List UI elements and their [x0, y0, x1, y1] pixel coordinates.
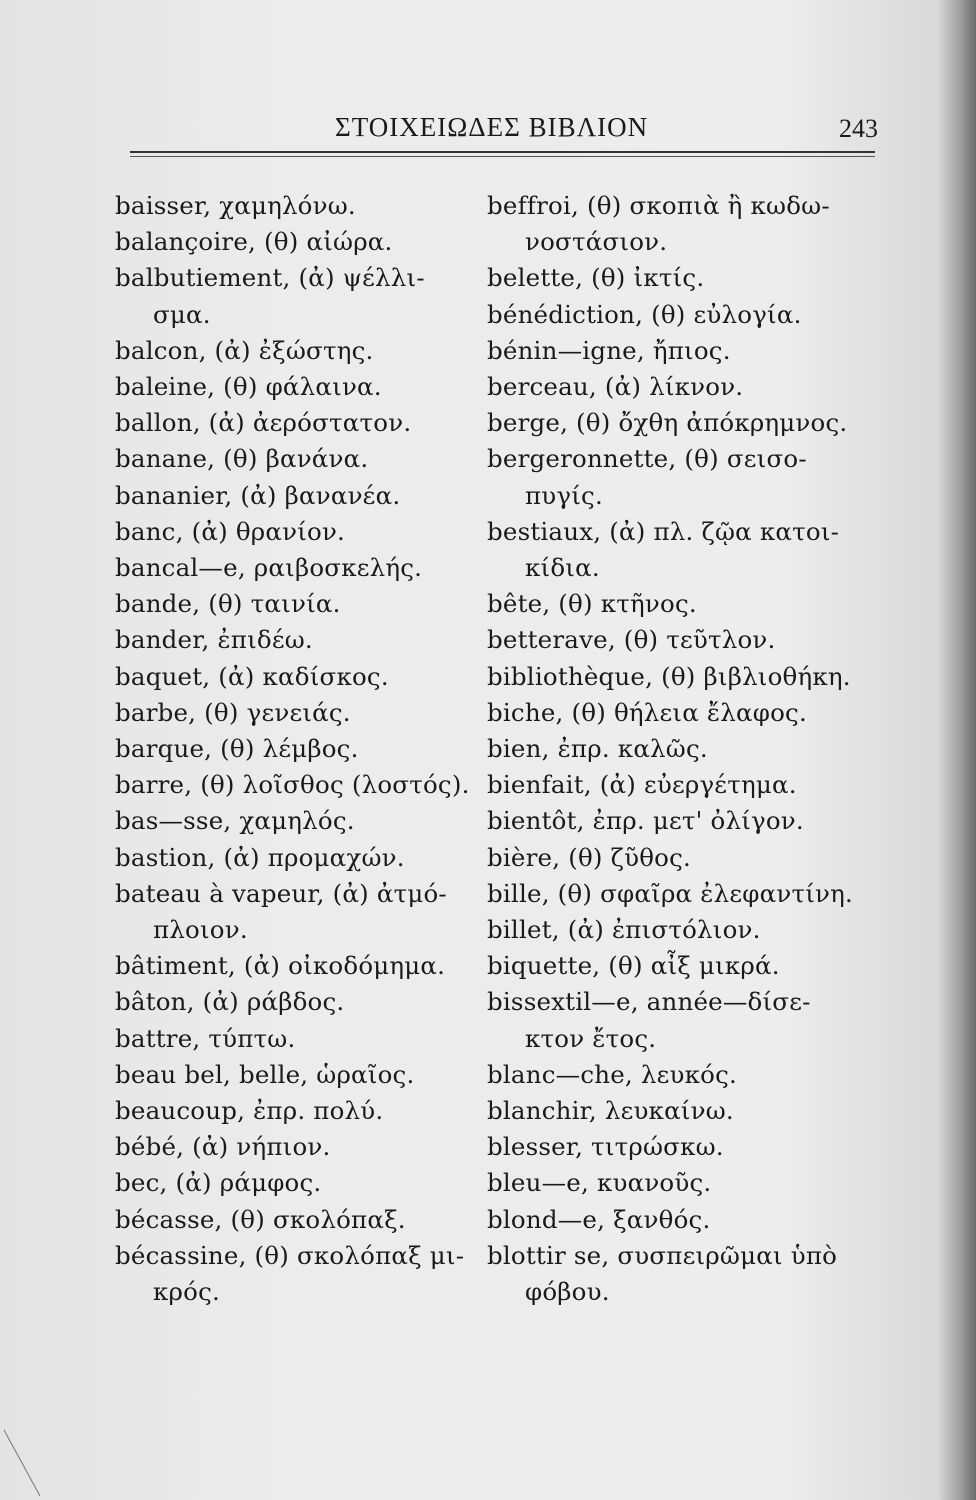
- running-title: ΣΤΟΙΧΕΙΩΔΕΣ ΒΙΒΛΙΟΝ: [335, 112, 649, 142]
- page-mark: [0, 1420, 60, 1500]
- dictionary-entry: bière, (θ) ζῦθος.: [487, 842, 692, 872]
- dictionary-entry: battre, τύπτω.: [115, 1023, 296, 1053]
- dictionary-entry: beau bel, belle, ὡραῖος.: [115, 1059, 415, 1089]
- dictionary-entry: bateau à vapeur, (ἀ) ἀτμό-: [115, 878, 447, 908]
- dictionary-entry-continuation: σμα.: [153, 299, 211, 329]
- dictionary-entry: balcon, (ἀ) ἐξώστης.: [115, 335, 374, 365]
- right-column: [487, 188, 857, 1310]
- dictionary-entry: beffroi, (θ) σκοπιὰ ἢ κωδω-: [487, 191, 830, 220]
- dictionary-entry: bander, ἐπιδέω.: [115, 625, 313, 655]
- dictionary-entry: bananier, (ἀ) βανανέα.: [115, 480, 401, 510]
- dictionary-entry: balançoire, (θ) αἰώρα.: [115, 227, 393, 257]
- dictionary-entry-continuation: φόβου.: [525, 1277, 610, 1307]
- dictionary-entry: baleine, (θ) φάλαινα.: [115, 372, 382, 402]
- dictionary-entry: bibliothèque, (θ) βιβλιοθήκη.: [487, 661, 851, 691]
- dictionary-entry: barre, (θ) λοῖσθος (λοστός).: [115, 770, 470, 800]
- dictionary-entry-continuation: κτον ἔτος.: [525, 1023, 657, 1053]
- dictionary-entry: bénin—igne, ἤπιος.: [487, 335, 731, 365]
- dictionary-entry: blottir se, συσπειρῶμαι ὑπὸ: [487, 1240, 838, 1270]
- dictionary-entry: bas—sse, χαμηλός.: [115, 806, 355, 836]
- dictionary-entry: banc, (ἀ) θρανίον.: [115, 516, 346, 546]
- dictionary-entry: ballon, (ἀ) ἀερόστατον.: [115, 408, 412, 438]
- dictionary-entry: berceau, (ἀ) λίκνον.: [487, 372, 744, 402]
- dictionary-entry: biche, (θ) θήλεια ἔλαφος.: [487, 697, 807, 727]
- dictionary-entry: bâtiment, (ἀ) οἰκοδόμημα.: [115, 951, 446, 981]
- dictionary-entry: bécasse, (θ) σκολόπαξ.: [115, 1204, 406, 1234]
- page-gutter-shadow: [938, 0, 976, 1500]
- dictionary-entry-continuation: νοστάσιον.: [525, 227, 668, 257]
- dictionary-entry-continuation: πυγίς.: [525, 480, 603, 510]
- dictionary-entry-continuation: πλοιον.: [153, 915, 248, 945]
- dictionary-entry: bécassine, (θ) σκολόπαξ μι-: [115, 1240, 465, 1270]
- dictionary-entry: bienfait, (ἀ) εὐεργέτημα.: [487, 770, 797, 800]
- running-header: [130, 112, 878, 152]
- dictionary-entry-continuation: κίδια.: [525, 553, 600, 583]
- dictionary-entry: bille, (θ) σφαῖρα ἐλεφαντίνη.: [487, 878, 853, 908]
- dictionary-entry: bissextil—e, année—δίσε-: [487, 987, 811, 1017]
- dictionary-entry: bancal—e, ραιβοσκελής.: [115, 553, 423, 583]
- dictionary-entry: bien, ἐπρ. καλῶς.: [487, 734, 708, 764]
- dictionary-entry: blond—e, ξανθός.: [487, 1204, 711, 1234]
- dictionary-entry: bête, (θ) κτῆνος.: [487, 589, 697, 619]
- dictionary-entry: bleu—e, κυανοῦς.: [487, 1168, 712, 1198]
- dictionary-entry: balbutiement, (ἀ) ψέλλι-: [115, 263, 425, 293]
- dictionary-entry: barbe, (θ) γενειάς.: [115, 697, 351, 727]
- dictionary-entry: barque, (θ) λέμβος.: [115, 734, 359, 764]
- dictionary-entry: belette, (θ) ἰκτίς.: [487, 263, 705, 293]
- dictionary-entry: bergeronnette, (θ) σεισο-: [487, 444, 807, 474]
- page-number: 243: [839, 114, 878, 143]
- dictionary-entry: bande, (θ) ταινία.: [115, 589, 341, 619]
- dictionary-entry: blanchir, λευκαίνω.: [487, 1096, 734, 1126]
- dictionary-entry: bâton, (ἀ) ράβδος.: [115, 987, 345, 1017]
- dictionary-entry: baisser, χαμηλόνω.: [115, 191, 356, 220]
- dictionary-entry: blesser, τιτρώσκω.: [487, 1132, 724, 1162]
- header-rule-thick: [130, 151, 875, 153]
- dictionary-entry: bec, (ἀ) ράμφος.: [115, 1168, 322, 1198]
- dictionary-entry: bébé, (ἀ) νήπιον.: [115, 1132, 331, 1162]
- dictionary-entry: bastion, (ἀ) προμαχών.: [115, 842, 405, 872]
- dictionary-entry: baquet, (ἀ) καδίσκος.: [115, 661, 389, 691]
- dictionary-entry: biquette, (θ) αἶξ μικρά.: [487, 951, 780, 981]
- dictionary-entry: bénédiction, (θ) εὐλογία.: [487, 299, 802, 329]
- header-rule-thin: [130, 156, 875, 157]
- dictionary-entry: bestiaux, (ἀ) πλ. ζῷα κατοι-: [487, 516, 840, 546]
- dictionary-entry: banane, (θ) βανάνα.: [115, 444, 369, 474]
- dictionary-entry: berge, (θ) ὄχθη ἀπόκρημνος.: [487, 408, 848, 438]
- left-column: [115, 188, 485, 1310]
- dictionary-entry: bientôt, ἐπρ. μετ' ὀλίγον.: [487, 806, 804, 836]
- dictionary-entry: betterave, (θ) τεῦτλον.: [487, 625, 776, 655]
- dictionary-entry: blanc—che, λευκός.: [487, 1059, 737, 1089]
- dictionary-entry: billet, (ἀ) ἐπιστόλιον.: [487, 915, 761, 945]
- dictionary-entry-continuation: κρός.: [153, 1277, 220, 1307]
- dictionary-entry: beaucoup, ἐπρ. πολύ.: [115, 1096, 384, 1126]
